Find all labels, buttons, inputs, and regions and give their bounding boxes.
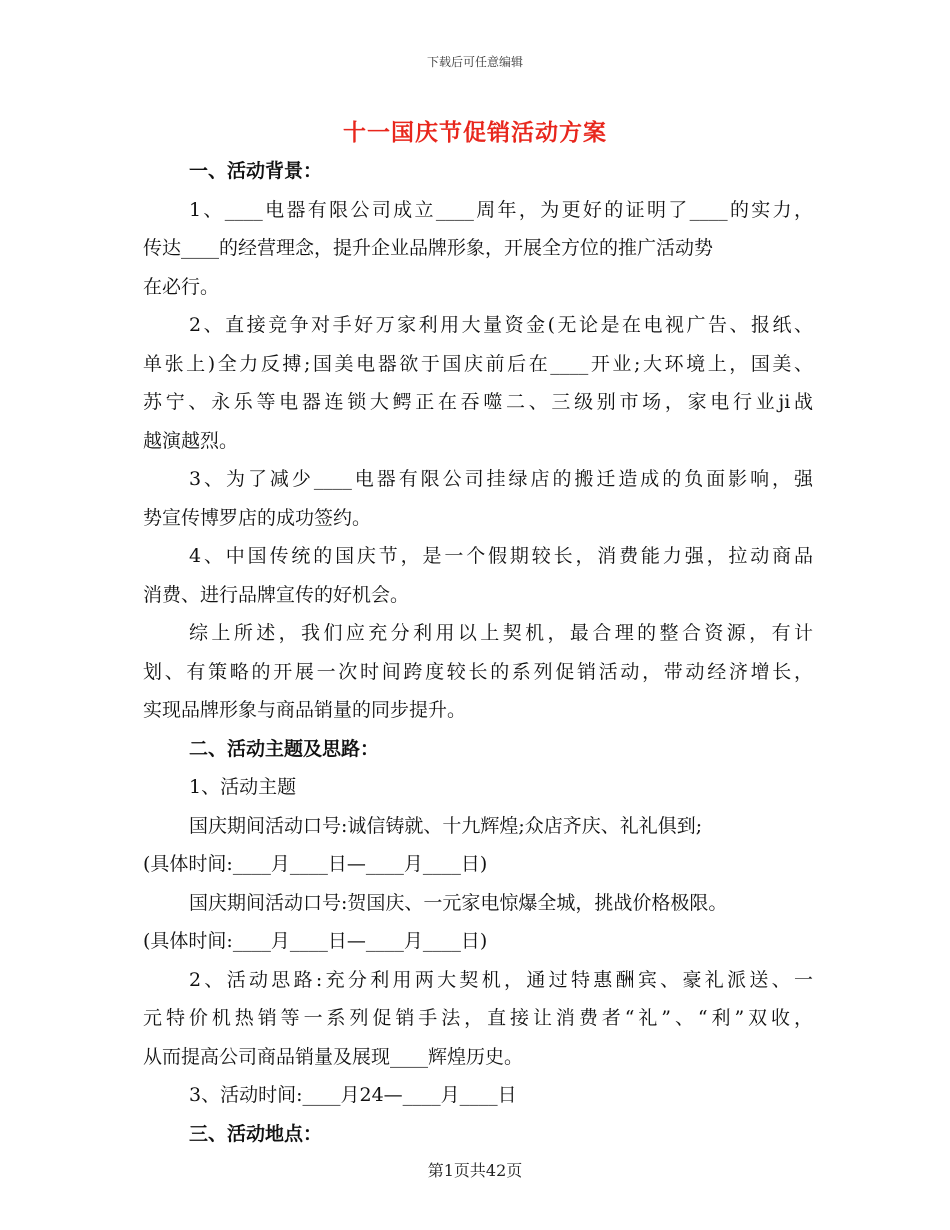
paragraph-line: 势宣传博罗店的成功签约。	[143, 506, 372, 529]
paragraph-line: 3、为了减少____电器有限公司挂绿店的搬迁造成的负面影响，强	[189, 468, 813, 490]
section-heading-background: 一、活动背景：	[189, 160, 323, 182]
paragraph-line: 传达____的经营理念，提升企业品牌形象，开展全方位的推广活动势	[143, 237, 714, 259]
subheading-theme: 1、活动主题	[189, 776, 297, 798]
paragraph-line: 实现品牌形象与商品销量的同步提升。	[143, 699, 467, 721]
section-heading-theme: 二、活动主题及思路：	[189, 737, 380, 760]
paragraph-line: 从而提高公司商品销量及展现____辉煌历史。	[143, 1045, 524, 1068]
paragraph-line: 2、活动思路:充分利用两大契机，通过特惠酬宾、豪礼派送、一	[189, 968, 813, 991]
document-title: 十一国庆节促销活动方案	[343, 119, 607, 146]
paragraph-line: 1、____电器有限公司成立____周年，为更好的证明了____的实力，	[189, 198, 813, 221]
paragraph-line: 综上所述，我们应充分利用以上契机，最合理的整合资源，有计	[189, 622, 813, 644]
paragraph-line: 苏宁、永乐等电器连锁大鳄正在吞噬二、三级别市场，家电行业ji战	[143, 391, 813, 413]
download-note: 下载后可任意编辑	[426, 55, 523, 69]
time-line: (具体时间:____月____日—____月____日)	[143, 853, 488, 875]
page-footer: 第1页共42页	[427, 1161, 523, 1180]
time-line: (具体时间:____月____日—____月____日)	[143, 930, 488, 952]
paragraph-line: 2、直接竞争对手好万家利用大量资金(无论是在电视广告、报纸、	[189, 314, 813, 336]
document-body	[143, 152, 813, 1153]
slogan-line: 国庆期间活动口号:贺国庆、一元家电惊爆全城，挑战价格极限。	[189, 891, 728, 914]
paragraph-line: 划、有策略的开展一次时间跨度较长的系列促销活动，带动经济增长，	[143, 660, 813, 683]
slogan-line: 国庆期间活动口号:诚信铸就、十九辉煌;众店齐庆、礼礼俱到;	[189, 814, 703, 837]
paragraph-line: 元特价机热销等一系列促销手法，直接让消费者“礼”、“利”双收，	[143, 1007, 813, 1029]
section-heading-location: 三、活动地点：	[189, 1122, 323, 1145]
paragraph-line: 在必行。	[143, 275, 220, 298]
paragraph-line: 越演越烈。	[143, 429, 239, 452]
paragraph-line: 消费、进行品牌宣传的好机会。	[143, 583, 410, 606]
paragraph-line: 单张上)全力反搏;国美电器欲于国庆前后在____开业;大环境上，国美、	[143, 352, 813, 375]
paragraph-line: 4、中国传统的国庆节，是一个假期较长，消费能力强，拉动商品	[189, 545, 813, 567]
activity-time-line: 3、活动时间:____月24—____月____日	[189, 1084, 517, 1106]
